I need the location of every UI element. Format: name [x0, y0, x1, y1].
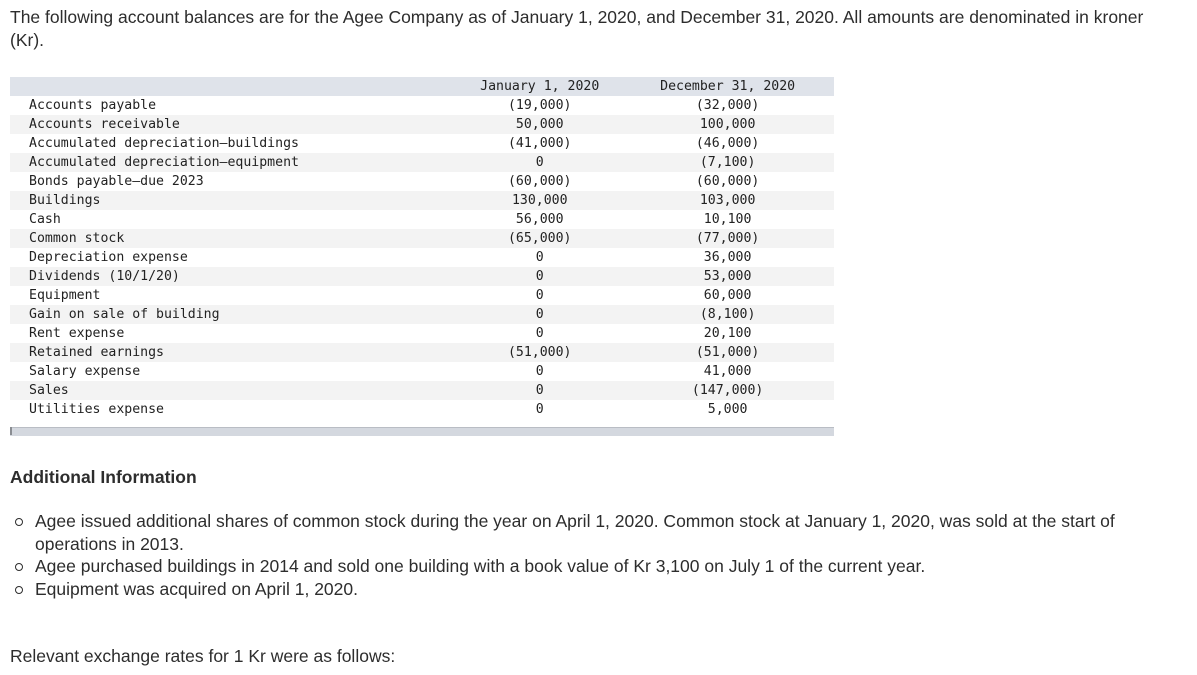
- account-name-cell: Accumulated depreciation—buildings: [29, 136, 299, 151]
- account-balances-table: [10, 77, 834, 419]
- december-amount-cell: 100,000: [621, 115, 834, 134]
- account-column-header: [10, 77, 458, 96]
- january-amount-cell: 0: [458, 153, 621, 172]
- additional-information-list: [10, 510, 1190, 600]
- december-column-header: December 31, 2020: [660, 79, 796, 94]
- january-amount-cell: 0: [535, 402, 544, 417]
- table-row: [10, 115, 834, 134]
- december-amount-cell: 5,000: [707, 402, 748, 417]
- december-amount-cell: 41,000: [703, 364, 752, 379]
- account-name-cell: Utilities expense: [29, 402, 164, 417]
- account-name-cell: Buildings: [10, 191, 458, 210]
- account-name-cell: Common stock: [10, 229, 458, 248]
- january-amount-cell: 0: [535, 288, 544, 303]
- january-amount-cell: (60,000): [507, 174, 572, 189]
- table-row: [10, 400, 834, 419]
- table-row: [10, 134, 834, 153]
- january-amount-cell: 0: [458, 305, 621, 324]
- table-row: [10, 343, 834, 362]
- table-row: [10, 362, 834, 381]
- december-amount-cell: (7,100): [621, 153, 834, 172]
- december-amount-cell: 20,100: [703, 326, 752, 341]
- december-amount-cell: 60,000: [703, 288, 752, 303]
- january-amount-cell: (19,000): [507, 98, 572, 113]
- table-footer-marker: [10, 427, 12, 435]
- table-row: [10, 324, 834, 343]
- january-amount-cell: (65,000): [458, 229, 621, 248]
- december-amount-cell: (77,000): [621, 229, 834, 248]
- account-name-cell: Salary expense: [29, 364, 141, 379]
- account-name-cell: Bonds payable—due 2023: [29, 174, 204, 189]
- list-item: Equipment was acquired on April 1, 2020.: [10, 578, 1190, 601]
- account-name-cell: Cash: [29, 212, 61, 227]
- december-amount-cell: (32,000): [695, 98, 760, 113]
- table-row: [10, 248, 834, 267]
- december-amount-cell: (8,100): [621, 305, 834, 324]
- january-amount-cell: (41,000): [507, 136, 572, 151]
- account-name-cell: Dividends (10/1/20): [10, 267, 458, 286]
- december-amount-cell: (147,000): [621, 381, 834, 400]
- january-amount-cell: 0: [535, 326, 544, 341]
- table-footer-bar: [10, 427, 834, 436]
- january-amount-cell: 0: [458, 381, 621, 400]
- january-amount-cell: 50,000: [458, 115, 621, 134]
- account-name-cell: Depreciation expense: [29, 250, 188, 265]
- december-amount-cell: 36,000: [703, 250, 752, 265]
- january-amount-cell: 56,000: [515, 212, 564, 227]
- table-row: [10, 229, 834, 248]
- table-row: [10, 96, 834, 115]
- december-amount-cell: (46,000): [695, 136, 760, 151]
- table-row: [10, 191, 834, 210]
- december-amount-cell: 10,100: [703, 212, 752, 227]
- account-name-cell: Sales: [10, 381, 458, 400]
- table-header-row: [10, 77, 834, 96]
- account-name-cell: Accounts payable: [29, 98, 157, 113]
- table-row: [10, 210, 834, 229]
- additional-information-heading: Additional Information: [10, 467, 197, 487]
- december-amount-cell: 53,000: [621, 267, 834, 286]
- table-row: [10, 305, 834, 324]
- december-amount-cell: (60,000): [695, 174, 760, 189]
- list-item: Agee purchased buildings in 2014 and sold one building with a book value of Kr 3,100 on July 1 of the current year.: [10, 555, 1190, 578]
- january-column-header: January 1, 2020: [480, 79, 600, 94]
- exchange-rates-intro: Relevant exchange rates for 1 Kr were as follows:: [10, 646, 396, 666]
- account-name-cell: Gain on sale of building: [10, 305, 458, 324]
- january-amount-cell: 130,000: [458, 191, 621, 210]
- list-item: Agee issued additional shares of common stock during the year on April 1, 2020. Common stock at January 1, 2020, was sold at the start of operations in 2013.: [10, 510, 1190, 555]
- december-amount-cell: 103,000: [621, 191, 834, 210]
- january-amount-cell: 0: [535, 364, 544, 379]
- table-row: [10, 267, 834, 286]
- table-row: [10, 153, 834, 172]
- december-amount-cell: (51,000): [621, 343, 834, 362]
- table-row: [10, 381, 834, 400]
- account-name-cell: Retained earnings: [10, 343, 458, 362]
- account-name-cell: Equipment: [29, 288, 101, 303]
- january-amount-cell: (51,000): [458, 343, 621, 362]
- table-row: [10, 172, 834, 191]
- table-row: [10, 286, 834, 305]
- account-name-cell: Accumulated depreciation—equipment: [10, 153, 458, 172]
- january-amount-cell: 0: [535, 250, 544, 265]
- account-name-cell: Accounts receivable: [10, 115, 458, 134]
- january-amount-cell: 0: [458, 267, 621, 286]
- account-name-cell: Rent expense: [29, 326, 125, 341]
- intro-text: The following account balances are for the Agee Company as of January 1, 2020, and December 31, 2020. All amounts are denominated in kroner (Kr).: [10, 7, 1144, 50]
- balances-table-container: [10, 77, 834, 435]
